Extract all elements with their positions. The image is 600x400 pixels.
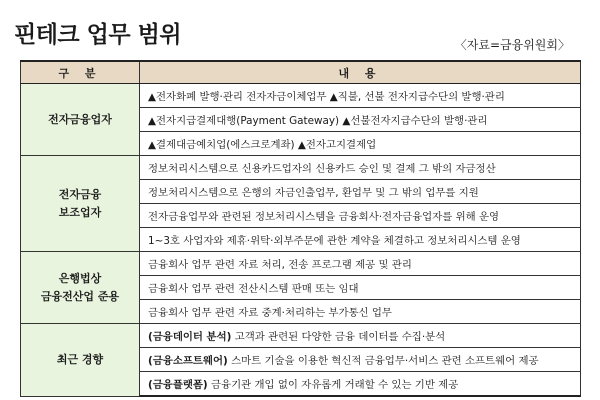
source-note: 〈자료=금융위원회〉 (454, 38, 570, 52)
item-keyword: (금융데이터 분석) (148, 331, 232, 343)
table-row (21, 324, 581, 348)
item-cell: 금융회사 업무 관련 자료 중계·처리하는 부가통신 업무 (140, 300, 581, 324)
item-cell: 1~3호 사업자와 제휴·위탁·외부주문에 관한 계약을 체결하고 정보처리시스템 운영 (140, 228, 581, 252)
category-line: 보조업자 (58, 205, 102, 219)
table-header-row (21, 61, 581, 84)
item-cell (140, 324, 581, 348)
item-text: 금융기관 개입 없이 자유롭게 거래할 수 있는 기반 제공 (207, 379, 459, 391)
item-cell: ▲전자지급결제대행(Payment Gateway) ▲선불전자지급수단의 발행·관리 (140, 108, 581, 132)
item-cell (140, 348, 581, 372)
item-keyword: (금융소프트웨어) (148, 355, 228, 367)
item-keyword: (금융플랫폼) (148, 379, 208, 391)
item-cell: 금융회사 업무 관련 자료 처리, 전송 프로그램 제공 및 관리 (140, 252, 581, 276)
item-cell: 금융회사 업무 관련 전산시스템 판매 또는 임대 (140, 276, 581, 300)
item-cell: 정보처리시스템으로 신용카드업자의 신용카드 승인 및 결제 그 밖의 자금정산 (140, 156, 581, 180)
header-content: 내 용 (140, 61, 581, 84)
header-category: 구 분 (21, 61, 140, 84)
category-cell: 전자금융업자 (21, 84, 140, 156)
item-cell: 정보처리시스템으로 은행의 자금인출업무, 환업무 및 그 밖의 업무를 지원 (140, 180, 581, 204)
item-cell: ▲전자화폐 발행·관리 전자자금이체업무 ▲직불, 선불 전자지급수단의 발행·관리 (140, 84, 581, 108)
category-line: 금융전산업 준용 (40, 289, 120, 303)
item-text: 고객과 관련된 다양한 금융 데이터를 수집·분석 (231, 331, 446, 343)
page-title: 핀테크 업무 범위 (14, 22, 182, 48)
table-row (21, 84, 581, 108)
category-line: 은행법상 (58, 271, 102, 285)
category-cell (21, 156, 140, 252)
category-cell: 최근 경향 (21, 324, 140, 397)
table-row (21, 156, 581, 180)
fintech-scope-table (20, 60, 581, 397)
item-text: 스마트 기술을 이용한 혁신적 금융업무·서비스 관련 소프트웨어 제공 (227, 355, 539, 367)
item-cell: ▲결제대금예치업(에스크로계좌) ▲전자고지결제업 (140, 132, 581, 156)
category-line: 전자금융 (58, 187, 102, 201)
item-cell: 전자금융업무와 관련된 정보처리시스템을 금융회사·전자금융업자를 위해 운영 (140, 204, 581, 228)
category-cell (21, 252, 140, 324)
item-cell (140, 372, 581, 397)
table-row (21, 252, 581, 276)
